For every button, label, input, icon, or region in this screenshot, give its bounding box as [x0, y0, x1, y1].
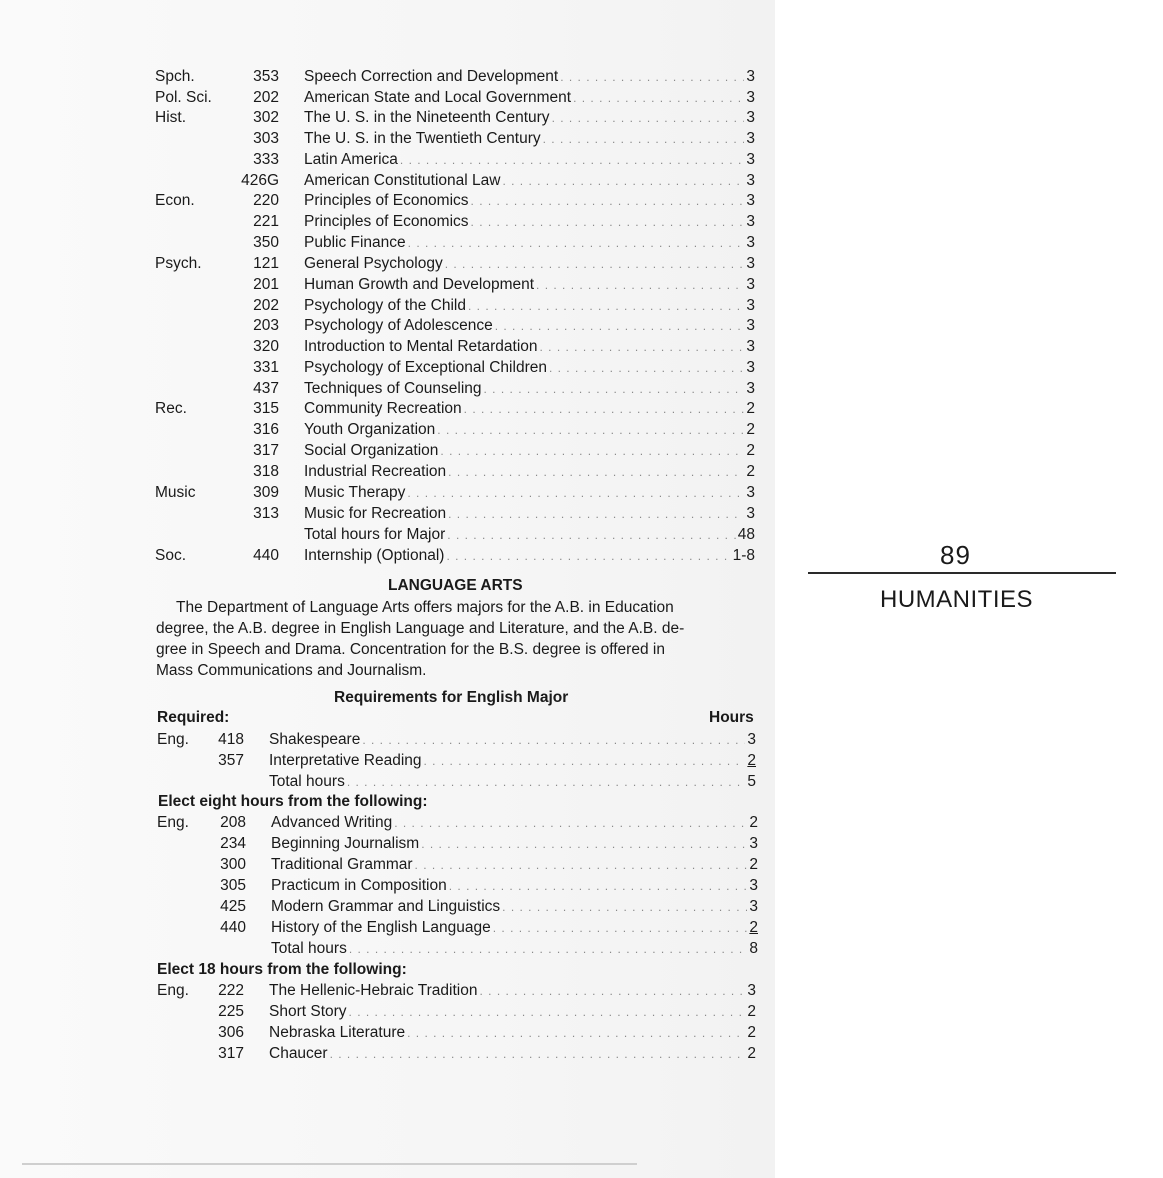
dot-leader [552, 108, 745, 129]
course-row [0, 1001, 775, 1022]
total-label: Total hours for Major [304, 526, 446, 543]
course-hours: 3 [747, 982, 756, 999]
paragraph-line: The Department of Language Arts offers majors for the A.B. in Education [176, 599, 674, 616]
language-arts-heading: LANGUAGE ARTS [388, 577, 523, 594]
course-row [0, 482, 775, 503]
course-dept: Spch. [155, 68, 195, 85]
course-hours: 3 [746, 89, 755, 106]
dot-leader [549, 358, 744, 379]
course-hours: 3 [746, 255, 755, 272]
total-row [0, 938, 775, 959]
course-title: Music for Recreation [304, 505, 447, 522]
course-number: 316 [253, 421, 279, 438]
course-number: 202 [253, 297, 279, 314]
course-row [0, 545, 775, 566]
course-row [0, 398, 775, 419]
total-row [0, 771, 775, 792]
course-hours: 2 [749, 814, 758, 831]
course-dept: Econ. [155, 192, 195, 209]
course-title: Traditional Grammar [271, 856, 413, 873]
course-hours: 3 [746, 234, 755, 251]
course-title: Internship (Optional) [304, 547, 445, 564]
course-number: 121 [253, 255, 279, 272]
course-hours: 2 [747, 1024, 756, 1041]
course-number: 303 [253, 130, 279, 147]
course-number: 317 [218, 1045, 244, 1062]
course-number: 320 [253, 338, 279, 355]
dot-leader [407, 483, 744, 504]
course-number: 305 [220, 877, 246, 894]
course-title: Social Organization [304, 442, 439, 459]
course-title: The Hellenic-Hebraic Tradition [269, 982, 478, 999]
course-row [0, 128, 775, 149]
course-number: 201 [253, 276, 279, 293]
section-title: HUMANITIES [880, 586, 1034, 613]
course-number: 318 [253, 463, 279, 480]
course-row [0, 190, 775, 211]
course-dept: Eng. [157, 814, 189, 831]
course-title: American Constitutional Law [304, 172, 501, 189]
course-number: 440 [253, 547, 279, 564]
dot-leader [424, 751, 746, 772]
dot-leader [493, 918, 748, 939]
dot-leader [447, 525, 735, 546]
course-title: Introduction to Mental Retardation [304, 338, 538, 355]
course-hours: 2 [746, 442, 755, 459]
course-hours: 3 [746, 151, 755, 168]
course-dept: Rec. [155, 400, 187, 417]
course-title: The U. S. in the Nineteenth Century [304, 109, 550, 126]
dot-leader [408, 233, 745, 254]
course-title: Youth Organization [304, 421, 436, 438]
course-dept: Soc. [155, 547, 187, 564]
dot-leader [479, 981, 745, 1002]
dot-leader [362, 730, 745, 751]
course-row [0, 503, 775, 524]
course-dept: Pol. Sci. [155, 89, 212, 106]
course-title: Modern Grammar and Linguistics [271, 898, 501, 915]
course-number: 203 [253, 317, 279, 334]
course-title: American State and Local Government [304, 89, 572, 106]
paragraph-line: Mass Communications and Journalism. [156, 662, 427, 679]
dot-leader [349, 939, 748, 960]
course-number: 437 [253, 380, 279, 397]
course-hours: 3 [746, 130, 755, 147]
course-row [0, 461, 775, 482]
course-row [0, 274, 775, 295]
course-hours: 1-8 [732, 547, 755, 564]
course-title: Industrial Recreation [304, 463, 447, 480]
course-row [0, 729, 775, 750]
course-title: Beginning Journalism [271, 835, 420, 852]
course-hours: 2 [746, 463, 755, 480]
course-title: Principles of Economics [304, 213, 469, 230]
course-dept: Music [155, 484, 196, 501]
course-title: Latin America [304, 151, 398, 168]
elect-eight-label: Elect eight hours from the following: [158, 793, 428, 810]
total-hours: 8 [749, 940, 758, 957]
course-row [0, 854, 775, 875]
course-row [0, 253, 775, 274]
course-row [0, 1022, 775, 1043]
course-hours: 3 [746, 213, 755, 230]
total-hours: 5 [747, 773, 756, 790]
course-number: 333 [253, 151, 279, 168]
course-hours: 2 [747, 752, 756, 769]
course-dept: Eng. [157, 982, 189, 999]
course-hours: 2 [749, 919, 758, 936]
dot-leader [502, 897, 747, 918]
dot-leader [448, 504, 744, 525]
course-number: 202 [253, 89, 279, 106]
course-title: General Psychology [304, 255, 443, 272]
course-row [0, 833, 775, 854]
dot-leader [471, 191, 745, 212]
dot-leader [349, 1002, 746, 1023]
course-hours: 3 [746, 317, 755, 334]
section-divider [808, 572, 1116, 574]
course-title: Psychology of Adolescence [304, 317, 493, 334]
course-row [0, 1043, 775, 1064]
dot-leader [573, 88, 744, 109]
dot-leader [543, 129, 745, 150]
course-title: Advanced Writing [271, 814, 393, 831]
course-hours: 2 [747, 1045, 756, 1062]
paragraph-line: gree in Speech and Drama. Concentration for the B.S. degree is offered in [156, 641, 665, 658]
course-row [0, 378, 775, 399]
required-label: Required: [157, 709, 230, 726]
course-number: 357 [218, 752, 244, 769]
total-label: Total hours [271, 940, 347, 957]
hours-column-label: Hours [709, 709, 754, 726]
dot-leader [440, 441, 744, 462]
course-number: 315 [253, 400, 279, 417]
dot-leader [560, 67, 744, 88]
course-title: Chaucer [269, 1045, 328, 1062]
course-hours: 2 [749, 856, 758, 873]
course-hours: 3 [746, 338, 755, 355]
total-label: Total hours [269, 773, 345, 790]
course-title: Speech Correction and Development [304, 68, 559, 85]
course-hours: 2 [746, 400, 755, 417]
course-row [0, 357, 775, 378]
course-title: Practicum in Composition [271, 877, 447, 894]
course-title: The U. S. in the Twentieth Century [304, 130, 541, 147]
course-hours: 2 [747, 1003, 756, 1020]
dot-leader [437, 420, 744, 441]
course-row [0, 419, 775, 440]
dot-leader [448, 462, 744, 483]
course-hours: 3 [746, 276, 755, 293]
course-hours: 3 [746, 68, 755, 85]
course-row [0, 750, 775, 771]
course-row [0, 66, 775, 87]
course-title: Interpretative Reading [269, 752, 422, 769]
course-row [0, 896, 775, 917]
course-hours: 3 [749, 898, 758, 915]
course-row [0, 980, 775, 1001]
course-row [0, 211, 775, 232]
course-hours: 3 [747, 731, 756, 748]
dot-leader [394, 813, 747, 834]
course-title: Techniques of Counseling [304, 380, 482, 397]
course-row [0, 107, 775, 128]
course-hours: 3 [746, 505, 755, 522]
course-title: Psychology of Exceptional Children [304, 359, 547, 376]
course-title: Short Story [269, 1003, 347, 1020]
course-number: 426G [241, 172, 279, 189]
course-hours: 2 [746, 421, 755, 438]
course-number: 220 [253, 192, 279, 209]
course-row [0, 336, 775, 357]
course-title: Psychology of the Child [304, 297, 466, 314]
course-title: Nebraska Literature [269, 1024, 406, 1041]
course-number: 331 [253, 359, 279, 376]
course-row [0, 87, 775, 108]
course-dept: Eng. [157, 731, 189, 748]
course-row [0, 917, 775, 938]
dot-leader [540, 337, 745, 358]
bottom-divider [22, 1163, 637, 1165]
course-number: 208 [220, 814, 246, 831]
course-title: Public Finance [304, 234, 406, 251]
course-number: 313 [253, 505, 279, 522]
course-hours: 3 [749, 877, 758, 894]
course-row [0, 232, 775, 253]
course-row [0, 170, 775, 191]
course-hours: 3 [746, 297, 755, 314]
course-number: 353 [253, 68, 279, 85]
course-number: 350 [253, 234, 279, 251]
course-title: Principles of Economics [304, 192, 469, 209]
dot-leader [464, 399, 745, 420]
course-hours: 3 [749, 835, 758, 852]
course-number: 300 [220, 856, 246, 873]
dot-leader [502, 171, 744, 192]
total-row [0, 524, 775, 545]
dot-leader [400, 150, 744, 171]
dot-leader [407, 1023, 745, 1044]
course-title: Human Growth and Development [304, 276, 535, 293]
course-number: 309 [253, 484, 279, 501]
paragraph-line: degree, the A.B. degree in English Language and Literature, and the A.B. de- [156, 620, 685, 637]
course-hours: 3 [746, 172, 755, 189]
course-row [0, 315, 775, 336]
dot-leader [471, 212, 745, 233]
course-hours: 3 [746, 380, 755, 397]
dot-leader [421, 834, 747, 855]
dot-leader [330, 1044, 746, 1065]
dot-leader [445, 254, 745, 275]
course-number: 221 [253, 213, 279, 230]
course-number: 302 [253, 109, 279, 126]
language-arts-paragraph [156, 597, 756, 681]
course-dept: Psych. [155, 255, 202, 272]
course-row [0, 875, 775, 896]
course-number: 234 [220, 835, 246, 852]
course-number: 306 [218, 1024, 244, 1041]
course-number: 225 [218, 1003, 244, 1020]
course-hours: 3 [746, 109, 755, 126]
course-number: 317 [253, 442, 279, 459]
english-major-heading: Requirements for English Major [334, 689, 569, 706]
dot-leader [536, 275, 744, 296]
course-row [0, 440, 775, 461]
course-number: 418 [218, 731, 244, 748]
course-row [0, 149, 775, 170]
course-hours: 3 [746, 359, 755, 376]
course-title: Music Therapy [304, 484, 406, 501]
dot-leader [415, 855, 748, 876]
course-dept: Hist. [155, 109, 186, 126]
course-number: 440 [220, 919, 246, 936]
page-number: 89 [940, 540, 971, 570]
course-hours: 3 [746, 192, 755, 209]
course-title: Shakespeare [269, 731, 361, 748]
dot-leader [468, 296, 744, 317]
total-hours: 48 [737, 526, 755, 543]
dot-leader [495, 316, 745, 337]
dot-leader [449, 876, 748, 897]
course-number: 222 [218, 982, 244, 999]
course-title: Community Recreation [304, 400, 462, 417]
course-row [0, 295, 775, 316]
elect-eighteen-label: Elect 18 hours from the following: [157, 961, 407, 978]
course-title: History of the English Language [271, 919, 491, 936]
course-hours: 3 [746, 484, 755, 501]
course-row [0, 812, 775, 833]
course-number: 425 [220, 898, 246, 915]
dot-leader [446, 546, 730, 567]
dot-leader [347, 772, 746, 793]
dot-leader [484, 379, 745, 400]
